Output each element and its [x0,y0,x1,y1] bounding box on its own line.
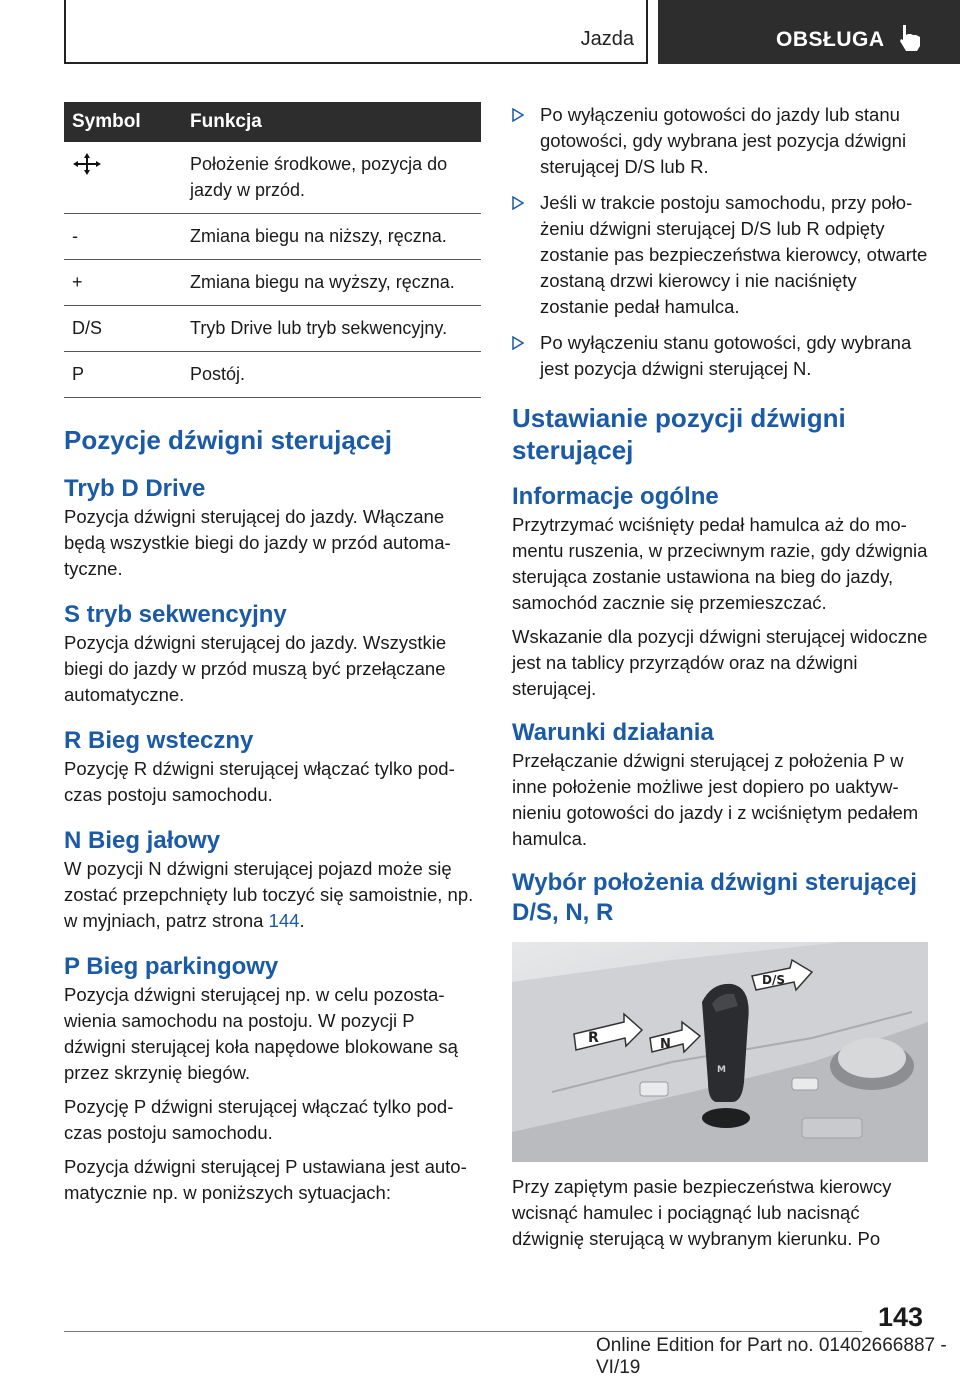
heading-mode-s: S tryb sekwencyjny [64,601,287,628]
table-cell-symbol: - [64,214,190,260]
heading-mode-r: R Bieg wsteczny [64,727,254,754]
table-header-symbol: Symbol [64,102,190,142]
heading-setting-lever: Ustawianie pozycji dźwigni sterującej [512,403,846,465]
gear-lever-illustration [512,942,928,1162]
table-row [64,214,481,260]
heading-mode-d: Tryb D Drive [64,475,206,502]
header-section-title: Jazda [580,28,634,50]
paragraph-general-info-2: Wskazanie dla pozycji dźwigni sterującej widoczne jest na tablicy przyrządów oraz na dźwigni sterującej. [512,626,928,699]
footer-divider [64,1331,862,1332]
cross-arrows-icon [72,153,102,175]
left-column [64,102,481,1206]
paragraph-mode-p-3: Pozycja dźwigni sterującej P ustawiana jest automatycznie np. w poniższych sytuacjach: [64,1156,467,1203]
table-cell-symbol: + [64,260,190,306]
table-cell-function: Zmiana biegu na niższy, ręczna. [190,214,481,260]
page-link-144[interactable]: 144 [268,910,300,931]
paragraph-mode-s: Pozycja dźwigni sterującej do jazdy. Wszystkie biegi do jazdy w przód muszą być przełączane automatyczne. [64,632,447,705]
paragraph-conditions: Przełączanie dźwigni sterującej z położenia P w inne położenie możliwe jest dopiero po uaktywnieniu gotowości do jazdy i z wciśniętym pedałem hamulca. [512,750,919,849]
table-row [64,260,481,306]
heading-lever-positions: Pozycje dźwigni sterującej [64,425,392,455]
table-row [64,142,481,214]
page-number: 143 [878,1302,924,1332]
hand-pointer-icon [898,24,924,52]
triangle-bullet-icon [512,196,524,210]
paragraph-mode-n-end: . [299,910,305,931]
heading-general-info: Informacje ogólne [512,483,719,510]
footer-edition: Online Edition for Part no. 01402666887 - VI/19 [596,1335,947,1378]
paragraph-general-info-1: Przytrzymać wciśnięty pedał hamulca aż do momentu ruszenia, w przeciwnym razie, gdy dźwignia sterująca zostanie ustawiona na bieg do jazdy, samochód zacznie się przemieszczać. [512,514,928,613]
table-cell-symbol: P [64,352,190,398]
gear-lever-photo [512,942,928,1162]
header-chapter-title: OBSŁUGA [776,28,885,51]
table-cell-function: Zmiana biegu na wyższy, ręczna. [190,260,481,306]
table-row [64,306,481,352]
table-header-row [64,102,481,142]
header-section-box [64,0,648,64]
arrow-n-label: N [660,1037,671,1052]
heading-conditions: Warunki działania [512,719,714,746]
list-item-text: Po wyłączeniu stanu gotowości, gdy wybrana jest pozycja dźwigni sterującej N. [540,332,912,379]
table-cell-function: Położenie środkowe, pozycja do jazdy w przód. [190,142,481,214]
header-chapter-box [658,0,960,64]
paragraph-mode-p-2: Pozycję P dźwigni sterującej włączać tylko podczas postoju samochodu. [64,1096,454,1143]
heading-mode-n: N Bieg jałowy [64,827,221,854]
table-header-function: Funkcja [190,102,481,142]
heading-mode-p: P Bieg parkingowy [64,953,279,980]
arrow-r-label: R [588,1030,599,1046]
list-item [512,102,928,180]
paragraph-select-position: Przy zapiętym pasie bezpieczeństwa kierowcy wcisnąć hamulec i pociągnąć lub nacisnąć dźwignię sterującą w wybranym kierunku. Po [512,1176,892,1249]
paragraph-mode-n-text: W pozycji N dźwigni sterującej pojazd może się zostać przepchnięty lub toczyć się samoistnie, np. w myjniach, patrz strona [64,858,474,931]
list-item [512,330,928,382]
triangle-bullet-icon [512,108,524,122]
list-item [512,190,928,320]
table-cell-function: Tryb Drive lub tryb sekwencyjny. [190,306,481,352]
heading-select-position: Wybór położenia dźwigni sterującej D/S, N, R [512,869,917,926]
paragraph-mode-d: Pozycja dźwigni sterującej do jazdy. Włączane będą wszystkie biegi do jazdy w przód automatyczne. [64,506,451,579]
symbol-table [64,102,481,398]
right-column [512,102,928,1252]
paragraph-mode-p-1: Pozycja dźwigni sterującej np. w celu pozostawienia samochodu na postoju. W pozycji P dźwigni sterującej koła napędowe blokowane są przez skrzynię biegów. [64,984,458,1083]
list-item-text: Jeśli w trakcie postoju samochodu, przy położeniu dźwigni sterującej D/S lub R odpięty zostanie pas bezpieczeństwa kierowcy, otwarte zostaną drzwi kierowcy i nie naciśnięty zostanie pedał hamulca. [540,192,928,317]
paragraph-mode-n [64,856,481,934]
triangle-bullet-icon [512,336,524,350]
lever-m-label: M [717,1065,726,1075]
arrow-ds-label: D/S [762,973,785,987]
table-cell-function: Postój. [190,352,481,398]
table-cell-symbol [64,142,190,214]
list-item-text: Po wyłączeniu gotowości do jazdy lub stanu gotowości, gdy wybrana jest pozycja dźwigni sterującej D/S lub R. [540,104,907,177]
table-cell-symbol: D/S [64,306,190,352]
paragraph-mode-r: Pozycję R dźwigni sterującej włączać tylko podczas postoju samochodu. [64,758,455,805]
table-row [64,352,481,398]
